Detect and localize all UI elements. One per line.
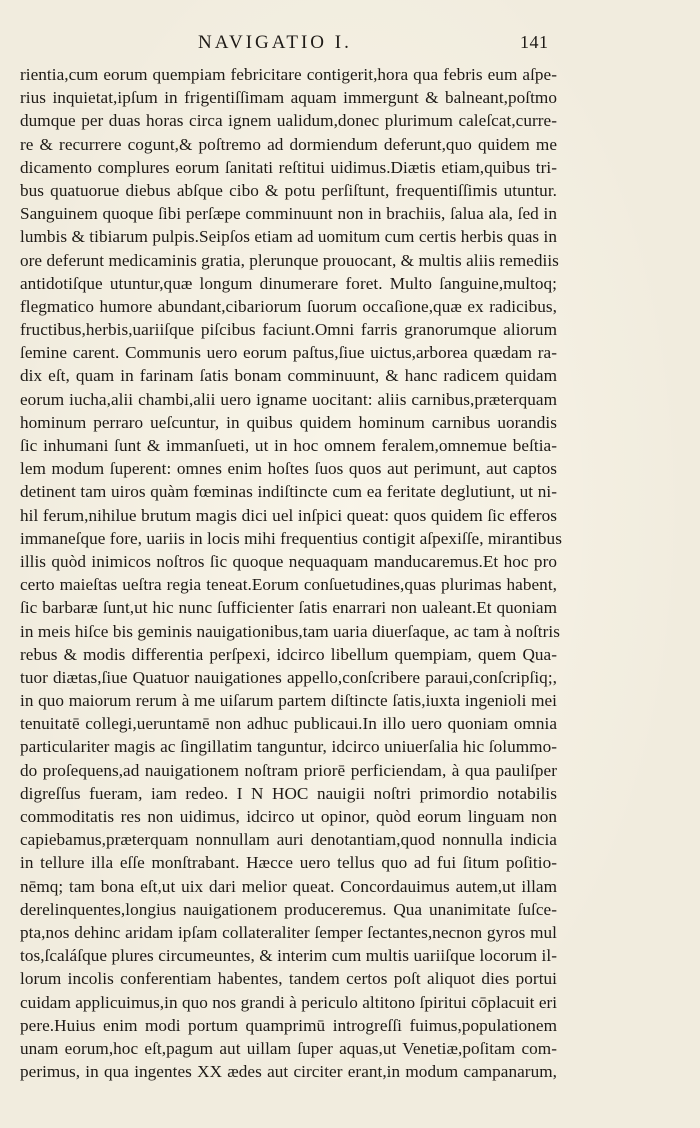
body-text xyxy=(20,63,562,1083)
text-line: hil ferum,nihilue brutum magis dici uel inſpici queat: quos quidem ſic efferos xyxy=(20,505,557,525)
text-line: pta,nos dehinc aridam ipſam collateraliter ſemper ſectantes,necnon gyros mul xyxy=(20,922,557,942)
running-head xyxy=(0,32,700,58)
page-number: 141 xyxy=(520,32,549,52)
text-line: re & recurrere cogunt,& poſtremo ad dormiendum deferunt,quo quidem me xyxy=(20,134,557,154)
text-line: certo maieſtas ueſtra regia teneat.Eorum conſuetudines,quas plurimas habent, xyxy=(20,575,557,595)
text-line: pere.Huius enim modi portum quamprimū introgreſſi fuimus,populationem xyxy=(20,1015,557,1035)
text-line: ſic inhumani ſunt & immanſueti, ut in hoc omnem feralem,omnemue beſtia- xyxy=(20,436,557,455)
text-line: hominum perraro ueſcuntur, in quibus quidem hominum carnibus uorandis xyxy=(20,412,557,432)
text-line: eorum iucha,alii chambi,alii uero igname uocitant: aliis carnibus,præterquam xyxy=(20,389,557,409)
text-line: do proſequens,ad nauigationem noſtram priorē perficiendam, à qua pauliſper xyxy=(20,760,557,780)
text-line: perimus, in qua ingentes XX ædes aut circiter erant,in modum campanarum, xyxy=(20,1062,557,1082)
text-line: tenuitatē collegi,ueruntamē non adhuc publicaui.In illo uero quoniam omnia xyxy=(20,714,557,734)
text-line: cuidam applicuimus,in quo nos grandi à periculo altitono ſpiritui cōplacuit eri xyxy=(20,992,558,1012)
text-line: in quo maiorum rerum à me uiſarum partem diſtincte ſatis,iuxta ingenioli mei xyxy=(20,691,557,711)
text-line: unam eorum,hoc eſt,pagum aut uillam ſuper aquas,ut Venetiæ,poſitam com- xyxy=(20,1038,557,1058)
text-line: immaneſque fore, uariis in locis mihi frequentius contigit aſpexiſſe, mirantibus xyxy=(20,528,562,548)
text-line: rebus & modis differentia perſpexi, idcirco libellum quempiam, quem Qua- xyxy=(20,644,557,664)
text-line: ore deferunt medicaminis gratia, plerunque prouocant, & multis aliis remediis xyxy=(20,250,559,270)
text-line: detinent tam uiros quàm fœminas indiſtincte cum ea feritate deglutiunt, ut ni- xyxy=(20,482,557,502)
text-line: lem modum ſuperent: omnes enim hoſtes ſuos quos aut perimunt, aut captos xyxy=(20,459,557,479)
text-line: ſemine carent. Communis uero eorum paſtus,ſiue uictus,arborea quædam ra- xyxy=(20,343,557,363)
text-line: illis quòd inimicos noſtros ſic quoque nequaquam manducaremus.Et hoc pro xyxy=(20,551,557,571)
text-line: tuor diætas,ſiue Quatuor nauigationes appello,conſcribere paraui,conſcripſiq;, xyxy=(20,667,557,687)
text-line: particulariter magis ac ſingillatim tanguntur, idcirco uniuerſalia hic ſolummo- xyxy=(20,737,557,757)
text-line: commoditatis res non uidimus, idcirco ut opinor, quòd eorum linguam non xyxy=(20,807,557,826)
text-line: Sanguinem quoque ſibi perſæpe comminuunt non in brachiis, ſalua ala, ſed in xyxy=(20,204,557,224)
text-line: rientia,cum eorum quempiam febricitare contigerit,hora qua febris eum aſpe- xyxy=(20,65,557,84)
text-line: lumbis & tibiarum pulpis.Seipſos etiam ad uomitum cum certis herbis quas in xyxy=(20,227,557,247)
text-line: dumque per duas horas circa ignem ualidum,donec plurimum caleſcat,curre- xyxy=(20,111,557,131)
text-line: in tellure illa eſſe monſtrabant. Hæcce uero tellus quo ad fui ſitum poſitio- xyxy=(20,853,557,873)
text-line: derelinquentes,longius nauigationem produceremus. Qua unanimitate ſuſce- xyxy=(20,899,557,919)
text-line: in meis hiſce bis geminis nauigationibus,tam uaria diuerſaque, ac tam à noſtris xyxy=(20,621,560,641)
text-line: digreſſus fueram, iam redeo. I N HOC nauigii noſtri primordio notabilis xyxy=(20,783,557,803)
text-line: dicamento complures eorum ſanitati reſtitui uidimus.Diætis etiam,quibus tri- xyxy=(20,157,557,177)
text-line: bus quatuorue diebus abſque cibo & potu perſiſtunt, frequentiſſimis utuntur. xyxy=(20,180,557,200)
text-line: tos,ſcaláſque plures circumeuntes, & interim cum multis uariiſque locorum il- xyxy=(20,946,557,966)
text-line: rius inquietat,ipſum in frigentiſſimam aquam immergunt & balneant,poſtmo xyxy=(20,88,557,108)
text-line: dix eſt, quam in farinam ſatis bonam comminuunt, & hanc radicem quidam xyxy=(20,366,557,386)
text-line: ſic barbaræ ſunt,ut hic nunc ſufficienter ſatis enarrari non ualeant.Et quoniam xyxy=(20,598,557,618)
text-line: flegmatico humore abundant,cibariorum ſuorum occaſione,quæ ex radicibus, xyxy=(20,296,557,316)
text-line: fructibus,herbis,uariiſque piſcibus faciunt.Omni farris granorumque aliorum xyxy=(20,320,557,340)
running-head-title: NAVIGATIO I. xyxy=(198,32,352,53)
text-line: nēmq; tam bona eſt,ut uix dari melior queat. Concordauimus autem,ut illam xyxy=(20,876,557,896)
text-line: lorum incolis conferentiam habentes, tandem certos poſt aliquot dies portui xyxy=(20,969,557,989)
text-line: capiebamus,præterquam nonnullam auri denotantiam,quod nonnulla indicia xyxy=(20,830,557,850)
text-line: antidotiſque utuntur,quæ longum dinumerare foret. Multo ſanguine,multoq; xyxy=(20,273,557,293)
